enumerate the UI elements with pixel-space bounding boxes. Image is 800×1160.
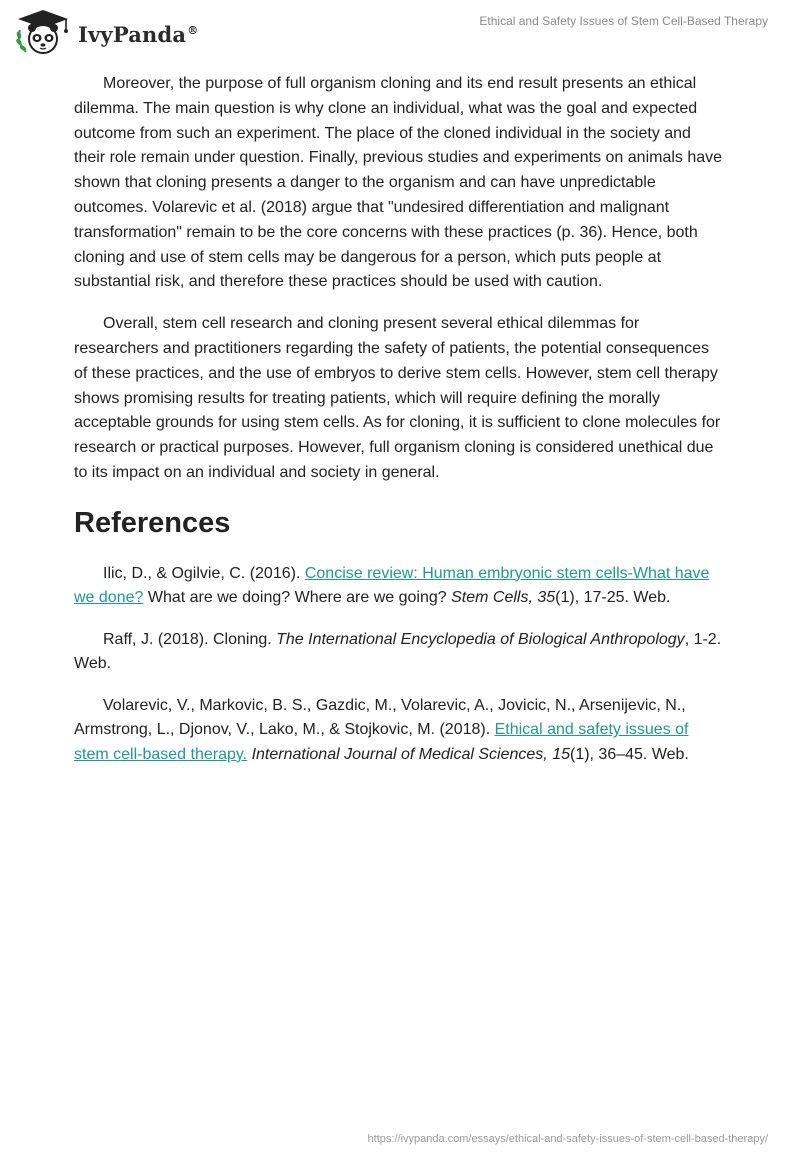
references-heading: References <box>74 506 231 539</box>
page-header <box>0 0 800 64</box>
body-paragraph: Moreover, the purpose of full organism cloning and its end result presents an ethical dilemma. The main question is why clone an individual, what was the goal and expected outcome from such an experiment. The place of the cloned individual in the society and their role remain under question. Finally, previous studies and experiments on animals have shown that cloning presents a danger to the organism and can have unpredictable outcomes. Volarevic et al. (2018) argue that "undesired differentiation and malignant transformation" remain to be the core concerns with these practices (p. 36). Hence, both cloning and use of stem cells may be dangerous for a person, which puts people at substantial risk, and therefore these practices should be used with caution. <box>74 75 723 291</box>
body-paragraph: Overall, stem cell research and cloning present several ethical dilemmas for researchers and practitioners regarding the safety of patients, the potential consequences of these practices, and the use of embryos to derive stem cells. However, stem cell therapy shows promising results for treating patients, which will require defining the morally acceptable grounds for using stem cells. As for cloning, it is sufficient to clone molecules for research or practical purposes. However, full organism cloning is considered unethical due to its impact on an individual and society in general. <box>74 315 721 481</box>
reference-link[interactable]: Ethical and safety issues of stem cell-based therapy. <box>74 721 689 763</box>
ivypanda-logo[interactable] <box>14 8 198 56</box>
footer-url[interactable]: https://ivypanda.com/essays/ethical-and-safety-issues-of-stem-cell-based-therapy/ <box>367 1133 768 1145</box>
document-title: Ethical and Safety Issues of Stem Cell-Based Therapy <box>479 14 768 28</box>
essay-content <box>74 72 726 784</box>
reference-entry: Ilic, D., & Ogilvie, C. (2016). Concise review: Human embryonic stem cells-What have we done? What are we doing? Where are we going? Stem Cells, 35(1), 17-25. Web. <box>74 564 710 607</box>
reference-entry: Volarevic, V., Markovic, B. S., Gazdic, M., Volarevic, A., Jovicic, N., Arsenijevic, N., Armstrong, L., Djonov, V., Lako, M., & Stojkovic, M. (2018). Ethical and safety issues of stem cell-based therapy. International Journal of Medical Sciences, 15(1), 36–45. Web. <box>74 696 689 763</box>
reference-entry: Raff, J. (2018). Cloning. The International Encyclopedia of Biological Anthropology, 1-2. Web. <box>74 630 722 673</box>
logo-text: IvyPanda® <box>78 21 199 47</box>
panda-graduate-icon <box>14 8 72 56</box>
reference-link[interactable]: Concise review: Human embryonic stem cells-What have we done? <box>74 564 710 607</box>
